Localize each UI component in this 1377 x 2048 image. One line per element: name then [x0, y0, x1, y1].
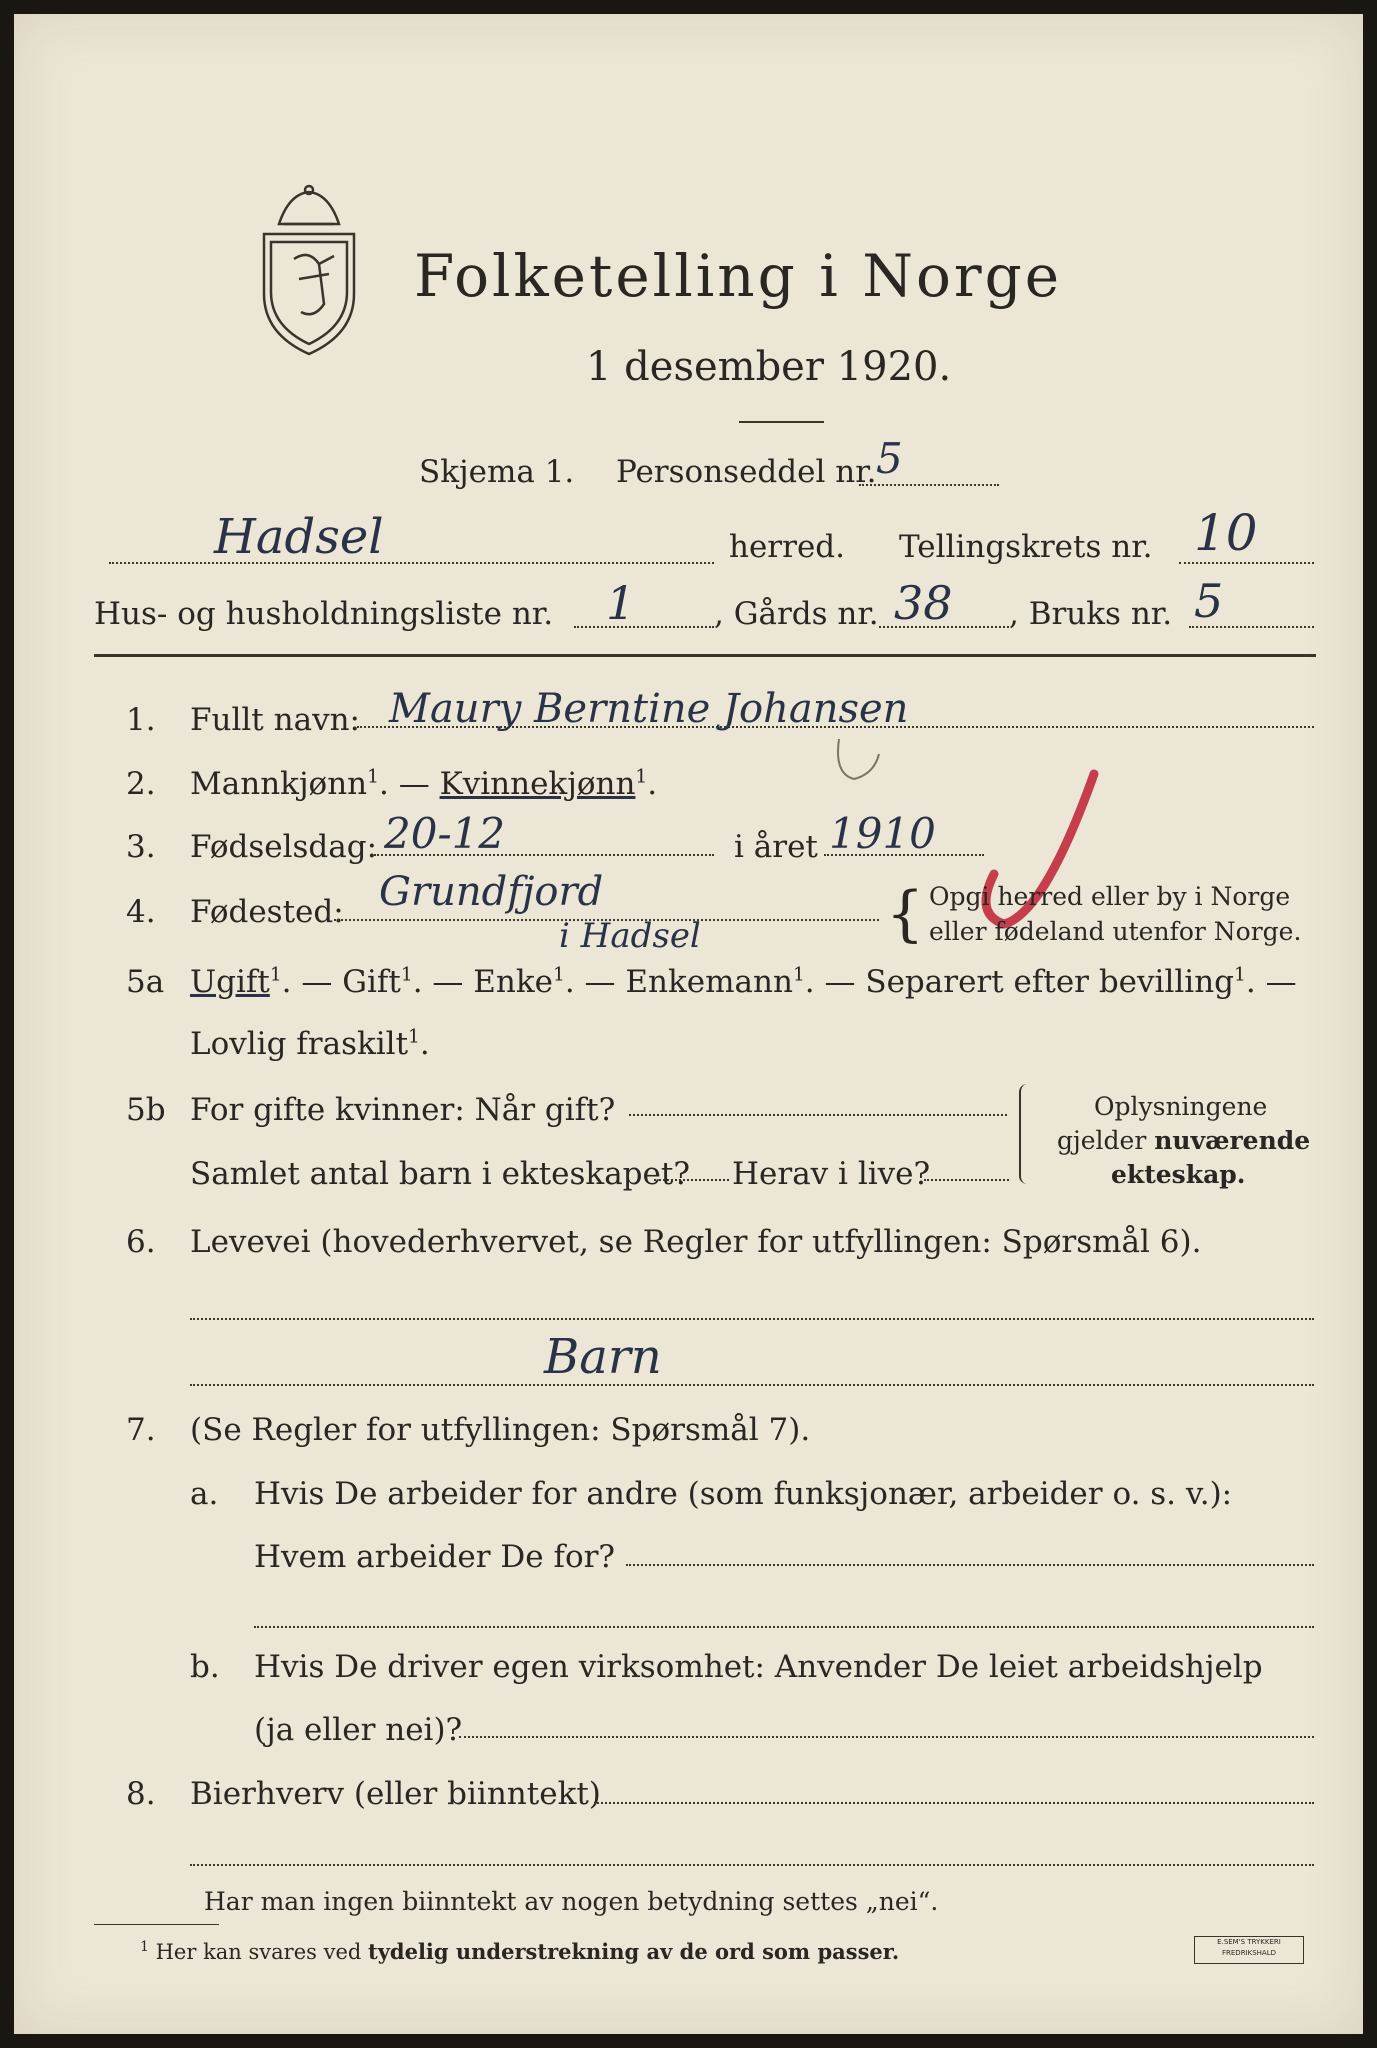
header-rule	[94, 654, 1316, 657]
q5b-label-1: For gifte kvinner: Når gift?	[190, 1092, 616, 1128]
q7b-line-1: Hvis De driver egen virksomhet: Anvender De leiet arbeidshjelp	[254, 1649, 1263, 1685]
q4-birthplace-value-2: i Hadsel	[559, 916, 701, 956]
footnote: $^1$ Her kan svares ved tydelig understrekning av de ord som passer.	[140, 1939, 900, 1964]
q6-occupation-value: Barn	[544, 1329, 662, 1385]
tellingskrets-label: Tellingskrets nr.	[899, 529, 1153, 565]
q3-label: Fødselsdag:	[190, 829, 378, 865]
tellingskrets-value: 10	[1194, 504, 1258, 562]
q5b-note-3: ekteskap.	[1111, 1160, 1246, 1189]
gards-label: , Gårds nr.	[714, 596, 879, 632]
personseddel-label: Personseddel nr.	[616, 454, 877, 490]
pencil-arc-icon	[829, 734, 889, 784]
q3-birthday-value: 20-12	[384, 809, 506, 858]
q7a-line-2: Hvem arbeider De for?	[254, 1539, 616, 1575]
q7a-line-1: Hvis De arbeider for andre (som funksjonær, arbeider o. s. v.):	[254, 1476, 1233, 1512]
q5a-lovlig-fraskilt: Lovlig fraskilt$^1$.	[190, 1026, 430, 1062]
bruks-label: , Bruks nr.	[1009, 596, 1173, 632]
q2-kvinnekjonn-underlined: Kvinnekjønn	[439, 766, 636, 802]
herred-value: Hadsel	[214, 509, 384, 565]
q7-label: (Se Regler for utfyllingen: Spørsmål 7).	[190, 1412, 811, 1448]
biinntekt-note: Har man ingen biinntekt av nogen betydning settes „nei“.	[204, 1887, 939, 1916]
census-form-page: Folketelling i Norge 1 desember 1920. Skjema 1. Personseddel nr. 5 Hadsel herred. Tellingskrets nr. 10 Hus- og husholdningsliste nr. 1 , Gårds nr. 38 , Bruks nr. 5 1. Fullt navn: Maury Berntine Johansen 2. Mannkjønn$^1$. — Kvinnekjønn$^1$. 3. Fødselsdag: 20-12 i året 1910 4. Fødested: Grundfjord i Hadsel { Opgi herred eller by i Norge eller fødeland utenfor Norge. 5a Ugift$^1$. — Gift$^1$. — Enke$^1$. — Enkemann$^1$. — Separert efter bevilling$^1$. — Lovlig fraskilt$^1$. 5b For gifte kvinner: Når gift? Samlet antal barn i ekteskapet? Herav i live? Oplysningene gjelder nuværende ekteskap. 6. Levevei (hovederhvervet, se Regler for utfyllingen: Spørsmål 6). Barn 7. (Se Regler for utfyllingen: Spørsmål 7). a. Hvis De arbeider for andre (som funksjonær, arbeider o. s. v.): Hvem arbeider De for? b. Hvis De driver egen virksomhet: Anvender De leiet arbeidshjelp (ja eller nei)? 8. Bierhverv (eller biinntekt) Har man ingen biinntekt av nogen betydning settes „nei“. $^1$ Her kan svares ved tydelig understrekning av de ord som passer. E.SEM'S TRYKKERI FREDRIKSHALD	[14, 14, 1363, 2034]
q5a-ugift-underlined: Ugift	[190, 964, 270, 1000]
q8-label: Bierhverv (eller biinntekt)	[190, 1776, 601, 1812]
q2-mannkjonn: Mannkjønn	[190, 766, 368, 802]
q5b-label-2: Samlet antal barn i ekteskapet?	[190, 1156, 690, 1192]
form-title: Folketelling i Norge	[414, 242, 1063, 310]
q5b-bracket	[1019, 1084, 1027, 1184]
q5a-marital-status: Ugift$^1$. — Gift$^1$. — Enke$^1$. — Enkemann$^1$. — Separert efter bevilling$^1$. —	[190, 964, 1297, 1000]
q4-birthplace-value: Grundfjord	[379, 869, 604, 915]
q5b-note-1: Oplysningene	[1094, 1092, 1268, 1121]
q4-label: Fødested:	[190, 894, 344, 930]
hus-label: Hus- og husholdningsliste nr.	[94, 596, 554, 632]
personseddel-value: 5	[876, 434, 903, 483]
form-date: 1 desember 1920.	[586, 344, 952, 390]
q4-note-2: eller fødeland utenfor Norge.	[929, 917, 1302, 946]
hus-value: 1	[606, 576, 636, 630]
q2-sex: Mannkjønn$^1$. — Kvinnekjønn$^1$.	[190, 766, 658, 802]
skjema-label: Skjema 1.	[419, 454, 575, 490]
herred-label: herred.	[729, 529, 845, 565]
bruks-value: 5	[1194, 574, 1224, 628]
q6-label: Levevei (hovederhvervet, se Regler for utfyllingen: Spørsmål 6).	[190, 1224, 1202, 1260]
q7b-line-2: (ja eller nei)?	[254, 1712, 463, 1748]
q4-brace: {	[886, 879, 925, 949]
q5b-label-3: Herav i live?	[732, 1156, 931, 1192]
footnote-rule	[94, 1924, 219, 1925]
gards-value: 38	[894, 576, 953, 630]
q4-note-1: Opgi herred eller by i Norge	[929, 882, 1291, 911]
printer-mark: E.SEM'S TRYKKERI FREDRIKSHALD	[1194, 1936, 1304, 1964]
title-divider	[739, 421, 824, 423]
q5b-note-2: gjelder nuværende	[1057, 1126, 1311, 1155]
norwegian-coat-of-arms-icon	[249, 184, 369, 359]
q1-label: Fullt navn:	[190, 702, 360, 738]
q3-year-value: 1910	[829, 809, 936, 858]
q3-year-label: i året	[734, 829, 818, 865]
q1-full-name-value: Maury Berntine Johansen	[389, 686, 909, 732]
